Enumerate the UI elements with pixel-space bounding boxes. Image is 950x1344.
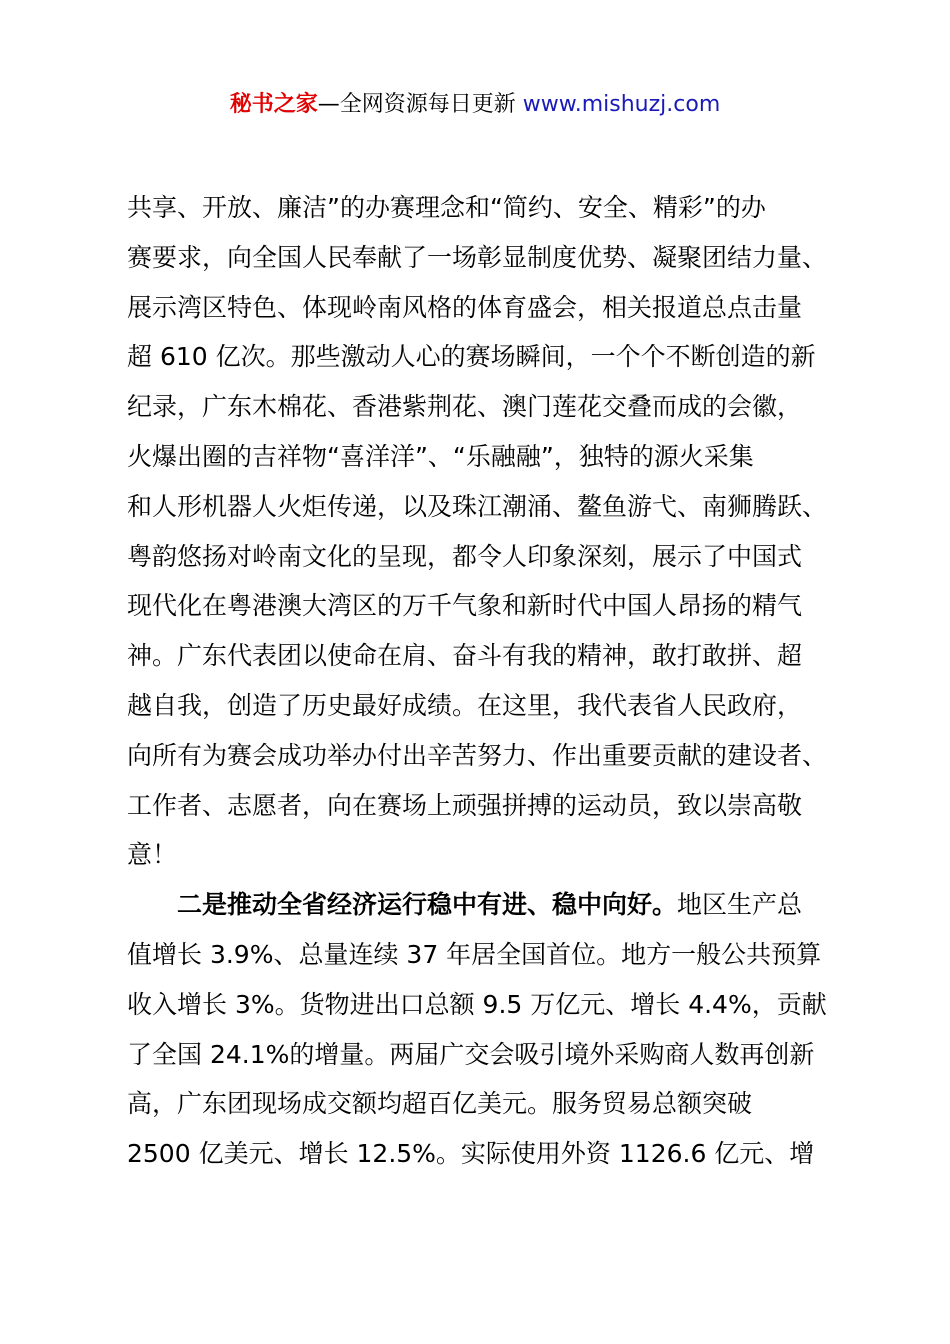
text-line: 现代化在粤港澳大湾区的万千气象和新时代中国人昂扬的精气 [127,591,803,621]
text-line: 展示湾区特色、体现岭南风格的体育盛会，相关报道总点击量 [127,292,803,322]
document-body [127,183,847,1179]
text-line: 和人形机器人火炬传递，以及珠江潮涌、鳌鱼游弋、南狮腾跃、 [127,491,828,521]
text-line: 工作者、志愿者，向在赛场上顽强拼搏的运动员，致以崇高敬 [127,790,803,820]
text-line: 粤韵悠扬对岭南文化的呈现，都令人印象深刻，展示了中国式 [127,541,803,571]
text-line: 了全国 24.1%的增量。两届广交会吸引境外采购商人数再创新 [127,1039,815,1069]
text-line: 火爆出圈的吉祥物“喜洋洋”、“乐融融”，独特的源火采集 [127,441,754,471]
paragraph-2-heading: 二是推动全省经济运行稳中有进、稳中向好。 [177,890,678,920]
text-line: 值增长 3.9%、总量连续 37 年居全国首位。地方一般公共预算 [127,939,822,969]
text-line: 纪录，广东木棉花、香港紫荆花、澳门莲花交叠而成的会徽， [127,392,803,422]
text-line: 收入增长 3%。货物进出口总额 9.5 万亿元、增长 4.4%，贡献 [127,989,827,1019]
text-line: 赛要求，向全国人民奉献了一场彰显制度优势、凝聚团结力量、 [127,242,828,272]
text-line: 共享、开放、廉洁”的办赛理念和“简约、安全、精彩”的办 [127,193,766,222]
text-line: 越自我，创造了历史最好成绩。在这里，我代表省人民政府， [127,690,803,720]
text-line: 意！ [127,840,178,870]
paragraph-2-first-rest: 地区生产总 [677,890,803,920]
text-line: 2500 亿美元、增长 12.5%。实际使用外资 1126.6 亿元、增 [127,1139,815,1169]
text-line: 向所有为赛会成功举办付出辛苦努力、作出重要贡献的建设者、 [127,740,828,770]
text-line: 超 610 亿次。那些激动人心的赛场瞬间，一个个不断创造的新 [127,342,816,372]
brand-name: 秘书之家 [229,92,318,117]
header-tagline: —全网资源每日更新 [317,92,516,117]
page-header [0,90,950,120]
site-url-link[interactable]: www.mishuzj.com [522,92,721,117]
text-line: 神。广东代表团以使命在肩、奋斗有我的精神，敢打敢拼、超 [127,641,803,671]
paragraph-2-first-line [127,880,847,930]
text-line: 高，广东团现场成交额均超百亿美元。服务贸易总额突破 [127,1089,753,1119]
